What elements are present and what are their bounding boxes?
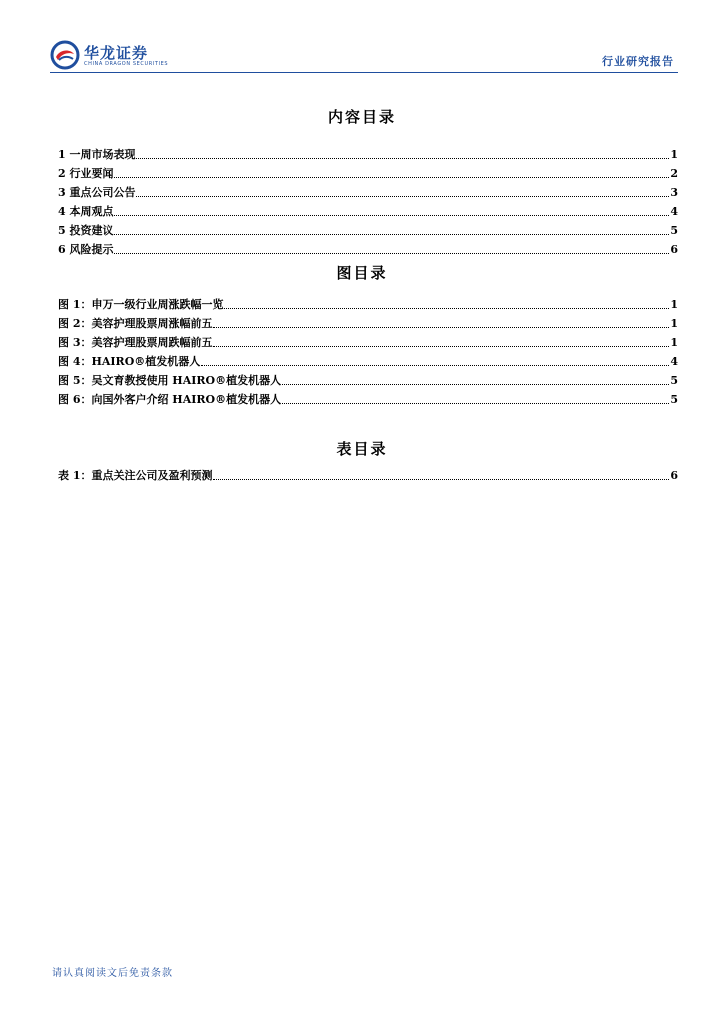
logo-text-cn: 华龙证券 (84, 44, 149, 62)
dot-leader (282, 403, 669, 404)
toc-entry-page: 4 (670, 205, 678, 218)
figure-entry-page: 4 (670, 355, 678, 368)
toc-entry[interactable] (58, 222, 678, 238)
dot-leader (213, 479, 669, 480)
dot-leader (136, 196, 669, 197)
figure-entry-page: 5 (670, 393, 678, 406)
header-divider (50, 72, 678, 73)
dot-leader (114, 177, 669, 178)
toc-entry-page: 2 (670, 167, 678, 180)
toc-entry[interactable] (58, 146, 678, 162)
page-header (50, 40, 678, 72)
toc-entry-label: 6 风险提示 (58, 243, 114, 256)
toc-entry[interactable] (58, 165, 678, 181)
toc-entry[interactable] (58, 203, 678, 219)
dot-leader (114, 234, 669, 235)
figure-entry-page: 1 (670, 298, 678, 311)
toc-entry-page: 1 (670, 148, 678, 161)
figure-entry-label: 图 2：美容护理股票周涨幅前五 (58, 317, 213, 330)
dot-leader (114, 215, 669, 216)
figure-entry-page: 5 (670, 374, 678, 387)
figure-entry-label: 图 3：美容护理股票周跌幅前五 (58, 336, 213, 349)
toc-entry-page: 5 (670, 224, 678, 237)
report-type-label: 行业研究报告 (602, 55, 674, 68)
figure-entry[interactable] (58, 334, 678, 350)
dot-leader (213, 327, 669, 328)
figure-entry-label: 图 1：申万一级行业周涨跌幅一览 (58, 298, 224, 311)
toc-entry-label: 4 本周观点 (58, 205, 114, 218)
toc-entry-label: 2 行业要闻 (58, 167, 114, 180)
toc-entry[interactable] (58, 184, 678, 200)
figures-title: 图目录 (336, 264, 388, 282)
disclaimer-footer: 请认真阅读文后免责条款 (52, 968, 173, 979)
dot-leader (282, 384, 669, 385)
figure-entry-page: 1 (670, 317, 678, 330)
figure-entry[interactable] (58, 391, 678, 407)
dot-leader (224, 308, 669, 309)
figure-entry[interactable] (58, 315, 678, 331)
dot-leader (213, 346, 669, 347)
china-dragon-logo-icon (50, 40, 80, 70)
figure-entry[interactable] (58, 372, 678, 388)
tables-title: 表目录 (336, 440, 388, 458)
figure-entry-page: 1 (670, 336, 678, 349)
table-entry-label: 表 1：重点关注公司及盈利预测 (58, 469, 213, 482)
dot-leader (114, 253, 669, 254)
table-entry[interactable] (58, 467, 678, 483)
table-entry-page: 6 (670, 469, 678, 482)
toc-entry[interactable] (58, 241, 678, 257)
figure-entry[interactable] (58, 353, 678, 369)
figure-entry-label: 图 4：HAIRO®植发机器人 (58, 355, 201, 368)
toc-entry-label: 1 一周市场表现 (58, 148, 136, 161)
logo-text-en: CHINA DRAGON SECURITIES (84, 61, 169, 67)
toc-entry-page: 3 (670, 186, 678, 199)
dot-leader (201, 365, 669, 366)
dot-leader (136, 158, 669, 159)
toc-entry-label: 3 重点公司公告 (58, 186, 136, 199)
toc-entry-page: 6 (670, 243, 678, 256)
figure-entry[interactable] (58, 296, 678, 312)
figure-entry-label: 图 6：向国外客户介绍 HAIRO®植发机器人 (58, 393, 282, 406)
figure-entry-label: 图 5：吴文育教授使用 HAIRO®植发机器人 (58, 374, 282, 387)
contents-title: 内容目录 (327, 108, 396, 126)
toc-entry-label: 5 投资建议 (58, 224, 114, 237)
